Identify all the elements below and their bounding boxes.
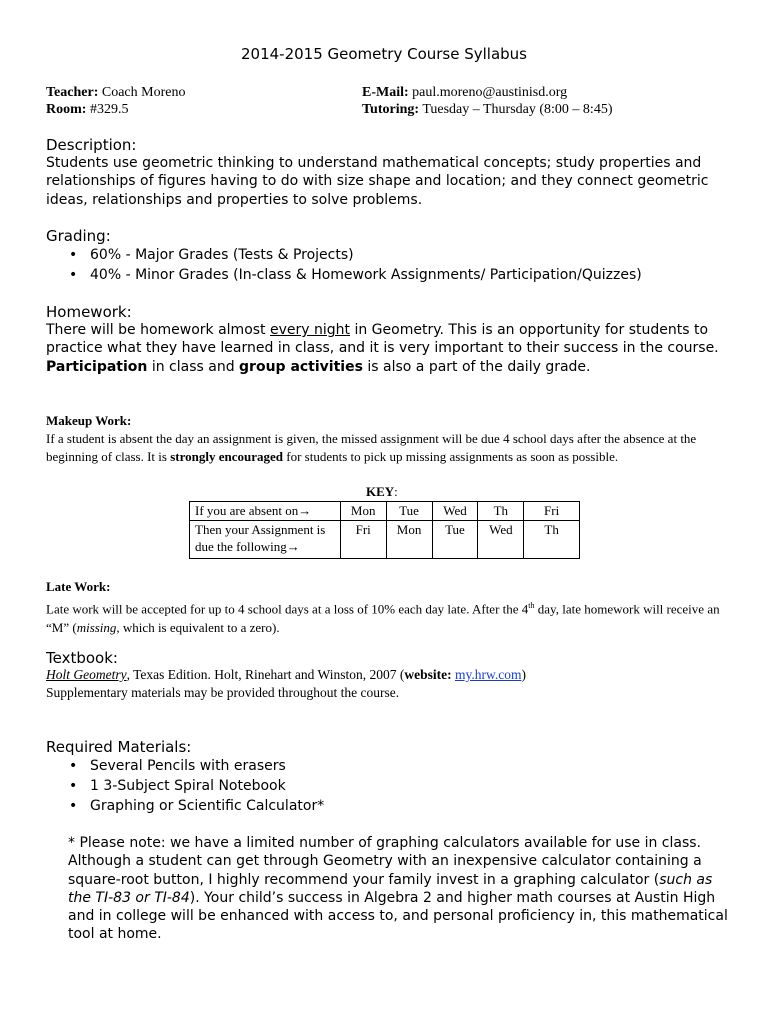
website-link[interactable]: my.hrw.com: [454, 667, 522, 682]
tutoring-label: Tutoring:: [362, 102, 420, 117]
list-item: • Graphing or Scientific Calculator*: [69, 798, 325, 814]
bullet-icon: •: [69, 247, 78, 263]
table-cell: Fri: [340, 521, 386, 559]
email-label: E-Mail:: [362, 85, 409, 100]
description-text: Students use geometric thinking to understand mathematical concepts; study properties and relationships of figures having to do with size shape and location; and they connect geometric ideas, relationships and properties to solve problems.: [46, 155, 709, 208]
table-cell: Tue: [432, 521, 478, 559]
list-item: • 60% - Major Grades (Tests & Projects): [69, 247, 354, 263]
underline-every-night: every night: [270, 322, 351, 338]
book-title: Holt Geometry: [46, 667, 127, 682]
teacher-value: Coach Moreno: [101, 85, 186, 100]
list-item: • Several Pencils with erasers: [69, 758, 286, 774]
makeup-text: If a student is absent the day an assignment is given, the missed assignment will be due 4 school days after the absence at the beginning of class. It is strongly encouraged for students to pick up missing assignments as soon as possible.: [46, 431, 697, 464]
room-label: Room:: [46, 102, 87, 117]
table-cell: Wed: [432, 502, 478, 521]
bullet-icon: •: [69, 798, 78, 814]
list-item: • 1 3-Subject Spiral Notebook: [69, 778, 286, 794]
page-title: 2014-2015 Geometry Course Syllabus: [241, 45, 527, 63]
table-row: [190, 521, 580, 559]
teacher-label: Teacher:: [46, 85, 99, 100]
calculator-note: * Please note: we have a limited number of graphing calculators available for use in class. Although a student can get through Geometry with an inexpensive calculator containing a square-root button, I highly recommend your family invest in a graphing calculator (such as the TI-83 or TI-84). Your child’s success in Algebra 2 and higher math courses at Austin High and in college will be enhanced with access to, and personal proficiency in, this mathematical tool at home.: [68, 835, 728, 943]
table-cell: Th: [478, 502, 524, 521]
table-cell: If you are absent on→: [190, 502, 341, 521]
homework-text: There will be homework almost every night in Geometry. This is an opportunity for students to practice what they have learned in class, and it is very important to their success in the course. Participation in class and group activities is also a part of the daily grade.: [46, 322, 719, 375]
grading-list: [46, 245, 642, 285]
makeup-heading: Makeup Work:: [46, 413, 132, 428]
table-cell: Tue: [386, 502, 432, 521]
room-value: #329.5: [89, 102, 129, 117]
late-text: Late work will be accepted for up to 4 school days at a loss of 10% each day late. After the 4th day, late homework will receive an “M” (missing, which is equivalent to a zero).: [46, 601, 720, 636]
table-cell: Th: [524, 521, 580, 559]
textbook-heading: Textbook:: [46, 649, 118, 667]
table-cell: Mon: [386, 521, 432, 559]
table-row: [190, 502, 580, 521]
tutoring-value: Tuesday – Thursday (8:00 – 8:45): [422, 102, 613, 117]
room-line: [46, 102, 128, 118]
table-cell: Mon: [340, 502, 386, 521]
textbook-line: Holt Geometry, Texas Edition. Holt, Rinehart and Winston, 2007 (website: my.hrw.com): [46, 667, 526, 682]
supplementary-note: Supplementary materials may be provided throughout the course.: [46, 685, 400, 700]
materials-heading: Required Materials:: [46, 738, 192, 756]
email-line: [362, 85, 567, 101]
table-cell: Then your Assignment is due the following→: [190, 521, 341, 559]
makeup-key-table: [189, 501, 580, 559]
key-label: KEY:: [366, 484, 398, 499]
list-item: • 40% - Minor Grades (In-class & Homework Assignments/ Participation/Quizzes): [69, 267, 642, 283]
grading-heading: Grading:: [46, 227, 111, 245]
tutoring-line: [362, 102, 612, 118]
materials-list: [46, 756, 324, 816]
teacher-line: [46, 85, 185, 101]
homework-heading: Homework:: [46, 303, 132, 321]
description-heading: Description:: [46, 136, 137, 154]
email-value: paul.moreno@austinisd.org: [412, 85, 568, 100]
bullet-icon: •: [69, 778, 78, 794]
bullet-icon: •: [69, 267, 78, 283]
table-cell: Wed: [478, 521, 524, 559]
table-cell: Fri: [524, 502, 580, 521]
bullet-icon: •: [69, 758, 78, 774]
late-heading: Late Work:: [46, 579, 111, 594]
